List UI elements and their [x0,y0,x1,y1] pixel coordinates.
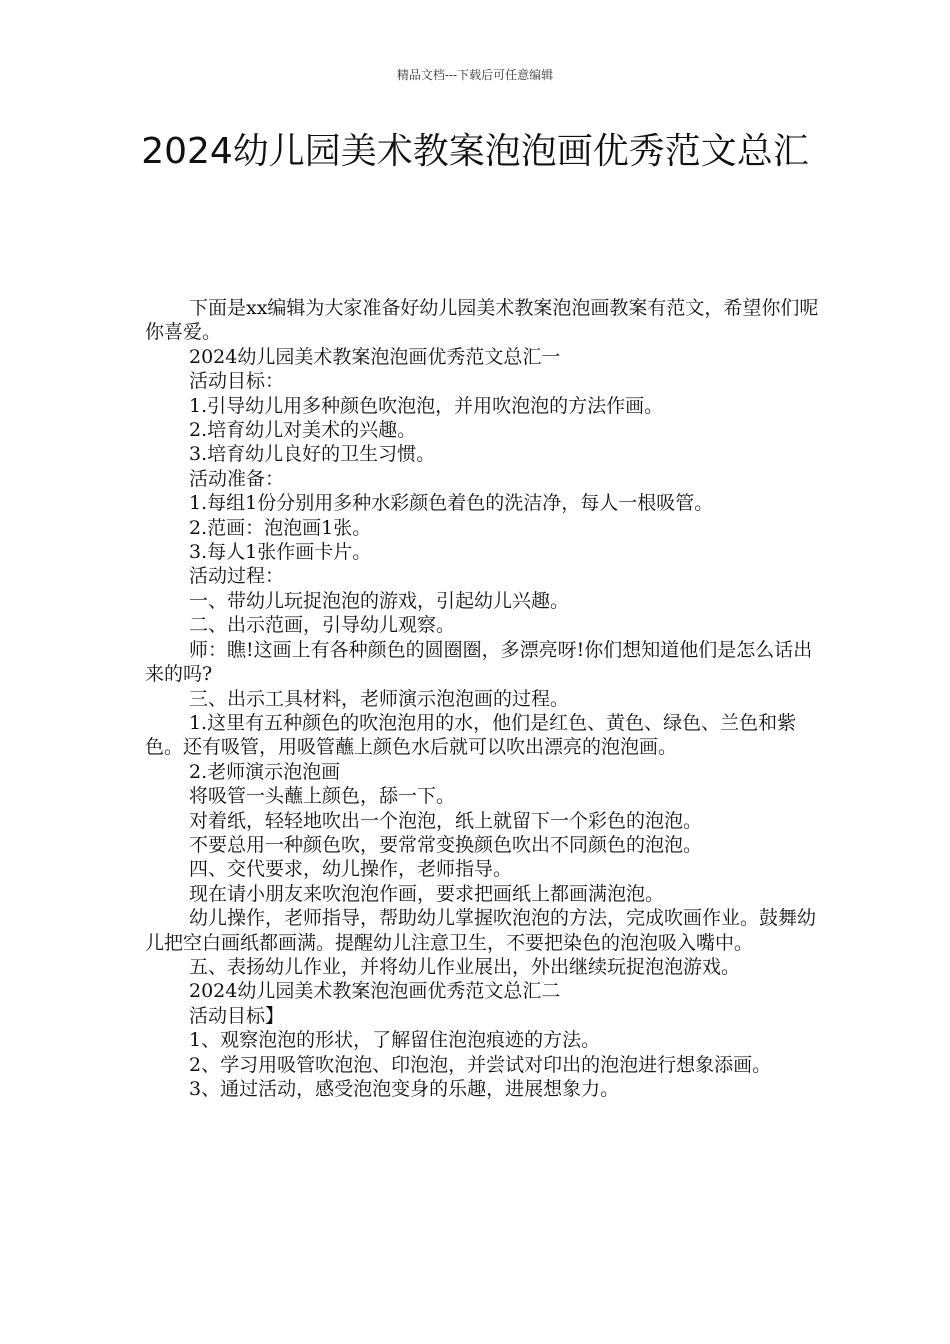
paragraph: 三、出示工具材料，老师演示泡泡画的过程。 [189,687,570,710]
subheading-preparation: 活动准备： [189,467,285,490]
section-heading: 2024幼儿园美术教案泡泡画优秀范文总汇二 [189,980,561,1003]
paragraph: 不要总用一种颜色吹，要常常变换颜色吹出不同颜色的泡泡。 [189,833,703,856]
document-title: 2024幼儿园美术教案泡泡画优秀范文总汇 [141,131,809,172]
paragraph: 师：瞧!这画上有各种颜色的圆圈圈，多漂亮呀!你们想知道他们是怎么话出来的吗? [145,638,813,686]
paragraph: 现在请小朋友来吹泡泡作画，要求把画纸上都画满泡泡。 [189,882,665,905]
list-item: 2.范画：泡泡画1张。 [189,516,372,539]
list-item: 2.培育幼儿对美术的兴趣。 [189,419,417,442]
list-item: 1.引导幼儿用多种颜色吹泡泡，并用吹泡泡的方法作画。 [189,394,664,417]
paragraph: 2.老师演示泡泡画 [189,760,341,783]
list-item: 1.每组1份分别用多种水彩颜色着色的洗洁净，每人一根吸管。 [189,492,714,515]
paragraph: 将吸管一头蘸上颜色，舔一下。 [189,785,456,808]
list-item: 3.每人1张作画卡片。 [189,541,372,564]
page-header-note: 精品文档---下载后可任意编辑 [396,68,554,82]
subheading-process: 活动过程： [189,565,285,588]
paragraph: 幼儿操作，老师指导，帮助幼儿掌握吹泡泡的方法，完成吹画作业。鼓舞幼儿把空白画纸都画满。提醒幼儿注意卫生，不要把染色的泡泡吸入嘴中。 [145,907,817,954]
list-item: 3.培育幼儿良好的卫生习惯。 [189,443,436,466]
list-item: 3、通过活动，感受泡泡变身的乐趣，进展想象力。 [189,1078,620,1100]
paragraph-intro: 下面是xx编辑为大家准备好幼儿园美术教案泡泡画教案有范文，希望你们呢你喜爱。 [145,297,819,344]
section-heading: 2024幼儿园美术教案泡泡画优秀范文总汇一 [189,345,561,368]
list-item: 2、学习用吸管吹泡泡、印泡泡，并尝试对印出的泡泡进行想象添画。 [189,1053,772,1076]
document-body [145,296,830,1101]
paragraph: 对着纸，轻轻地吹出一个泡泡，纸上就留下一个彩色的泡泡。 [189,809,703,832]
paragraph: 1.这里有五种颜色的吹泡泡用的水，他们是红色、黄色、绿色、兰色和紫色。还有吸管，用吸管蘸上颜色水后就可以吹出漂亮的泡泡画。 [145,711,797,759]
paragraph: 四、交代要求，幼儿操作，老师指导。 [189,858,513,881]
subheading-goals: 活动目标： [189,370,285,393]
paragraph: 五、表扬幼儿作业，并将幼儿作业展出，外出继续玩捉泡泡游戏。 [189,955,741,978]
paragraph: 一、带幼儿玩捉泡泡的游戏，引起幼儿兴趣。 [189,589,570,612]
subheading-goals: 活动目标】 [189,1004,285,1027]
paragraph: 二、出示范画，引导幼儿观察。 [189,614,456,637]
list-item: 1、观察泡泡的形状，了解留住泡泡痕迹的方法。 [189,1029,601,1052]
